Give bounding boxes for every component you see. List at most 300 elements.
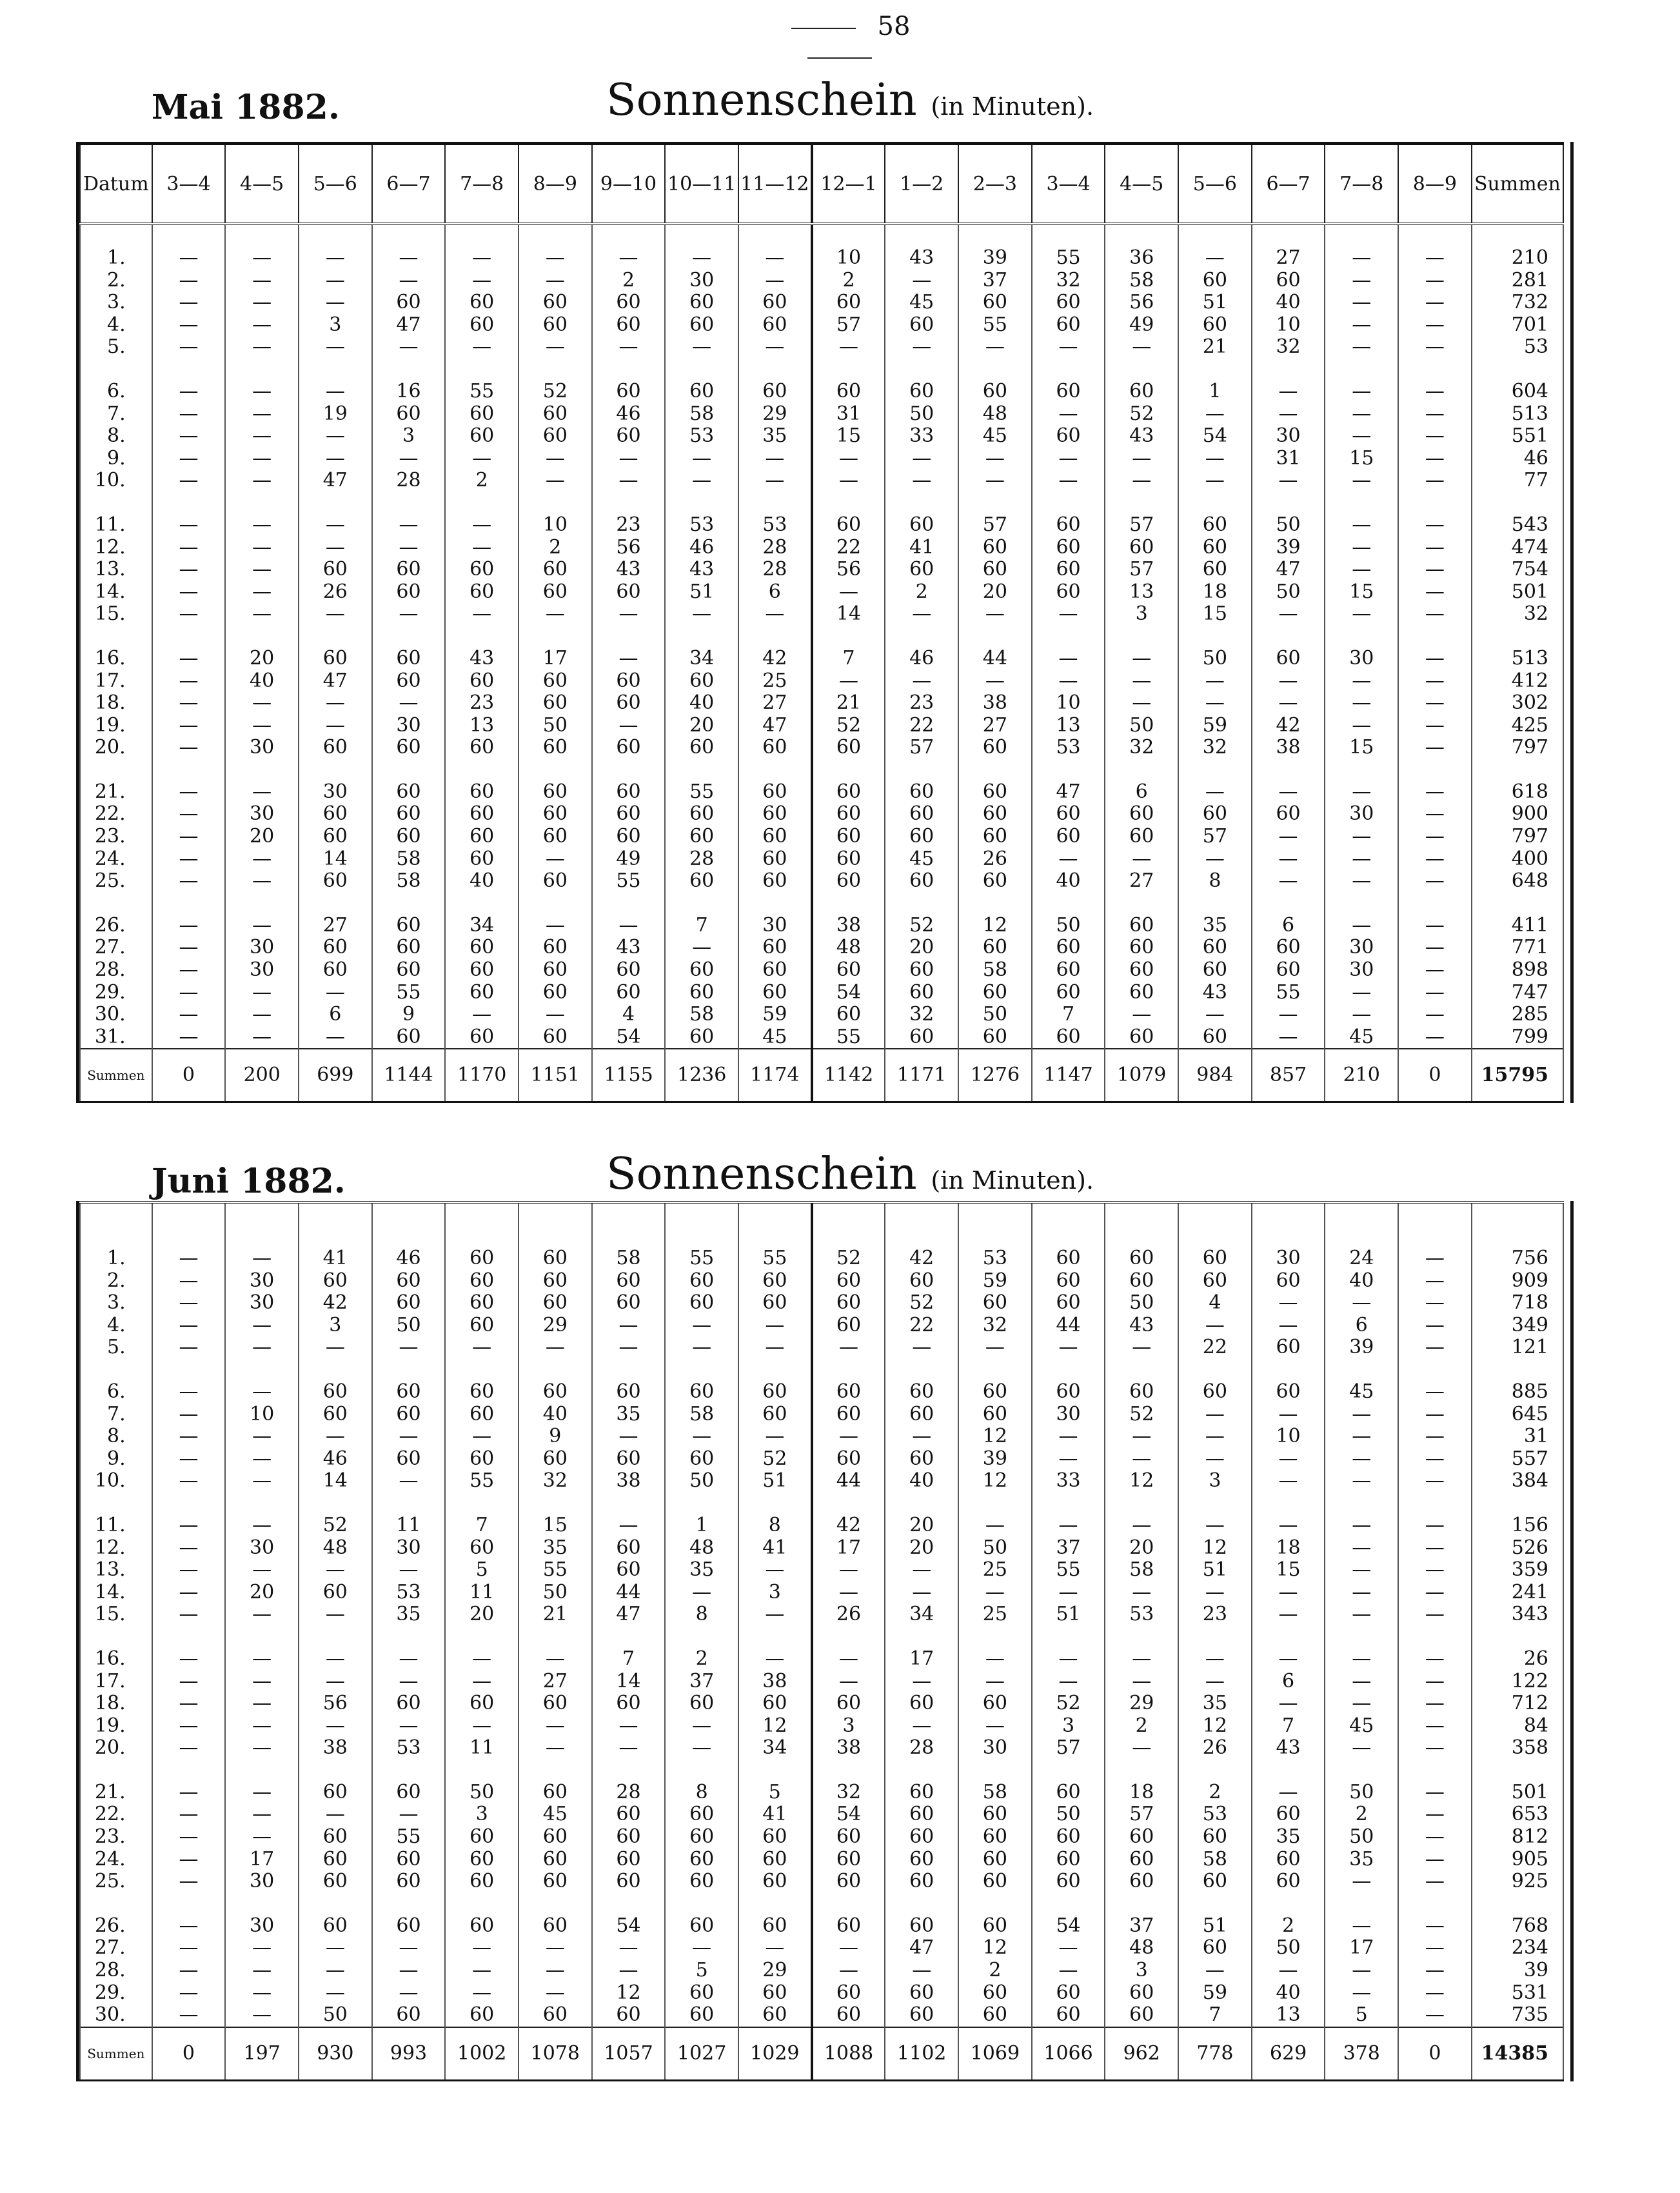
table-cell: —	[152, 1803, 226, 1826]
table-cell: —	[225, 1715, 299, 1738]
table-cell	[885, 1893, 958, 1915]
table-cell: —	[592, 336, 666, 359]
table-cell: —	[1032, 1671, 1105, 1693]
table-cell: 8	[665, 1781, 738, 1804]
table-cell: —	[225, 692, 299, 715]
table-cell	[225, 893, 299, 915]
table-cell	[738, 893, 812, 915]
table-cell: 60	[958, 1849, 1032, 1871]
table-cell: 40	[1325, 1270, 1398, 1293]
table-cell: 60	[519, 1270, 592, 1293]
table-cell: —	[1252, 1781, 1325, 1804]
table-cell: 60	[812, 1270, 885, 1293]
table-cell: 43	[1105, 1315, 1178, 1337]
table-cell: 60	[445, 670, 519, 693]
column-header: 4—5	[1105, 144, 1178, 224]
table-cell: 60	[1252, 937, 1325, 959]
table-cell: 50	[1105, 715, 1178, 737]
month-label: Juni 1882.	[152, 1162, 346, 1201]
juni-table-frame	[76, 1201, 1574, 2081]
table-cell: 14	[592, 1671, 666, 1693]
date-cell: 14.	[80, 1582, 152, 1604]
table-cell: 53	[1105, 1603, 1178, 1626]
table-cell: —	[1178, 1004, 1252, 1026]
table-cell	[1472, 759, 1563, 781]
table-cell: 28	[885, 1737, 958, 1760]
table-cell: —	[152, 1692, 226, 1715]
table-cell: —	[1252, 1315, 1325, 1337]
table-cell: —	[958, 1715, 1032, 1738]
table-cell	[152, 1226, 226, 1247]
table-cell	[1252, 1359, 1325, 1381]
table-cell	[885, 224, 958, 247]
table-cell: 60	[592, 292, 666, 314]
table-row	[80, 1448, 1563, 1471]
table-cell: —	[812, 670, 885, 693]
table-cell: 33	[885, 425, 958, 448]
sum-cell: 768	[1472, 1915, 1563, 1938]
month-label: Mai 1882.	[152, 88, 340, 127]
sum-cell: 756	[1472, 1247, 1563, 1270]
table-cell: 60	[445, 1915, 519, 1938]
table-row	[80, 959, 1563, 982]
table-cell: —	[812, 1671, 885, 1693]
table-cell: 43	[592, 937, 666, 959]
table-cell: 44	[1032, 1315, 1105, 1337]
table-cell	[299, 1226, 372, 1247]
table-cell: 60	[738, 1982, 812, 2005]
table-cell: 60	[592, 314, 666, 337]
table-cell	[519, 359, 592, 381]
table-cell: —	[1252, 1603, 1325, 1626]
table-cell: 21	[519, 1603, 592, 1626]
table-cell: 60	[812, 870, 885, 893]
total-cell: 1171	[885, 1049, 958, 1102]
table-cell: 54	[812, 1803, 885, 1826]
table-cell	[738, 1493, 812, 1514]
table-cell: 44	[958, 648, 1032, 670]
table-cell: 27	[1252, 247, 1325, 270]
table-cell: —	[1325, 982, 1398, 1004]
table-cell: —	[225, 870, 299, 893]
table-cell	[1032, 1493, 1105, 1514]
table-cell: 60	[958, 292, 1032, 314]
table-cell	[812, 1626, 885, 1648]
table-cell	[152, 1493, 226, 1514]
table-cell: —	[225, 1448, 299, 1471]
table-cell	[1032, 224, 1105, 247]
table-cell: 26	[1178, 1737, 1252, 1760]
sum-cell: 551	[1472, 425, 1563, 448]
table-cell	[299, 492, 372, 514]
table-cell: 60	[592, 425, 666, 448]
table-cell	[738, 759, 812, 781]
table-cell: 60	[445, 292, 519, 314]
table-cell: —	[812, 1960, 885, 1982]
table-cell: 60	[592, 982, 666, 1004]
table-cell: 28	[372, 470, 446, 492]
table-cell: 50	[1032, 915, 1105, 937]
table-cell: 47	[372, 314, 446, 337]
table-cell: 57	[812, 314, 885, 337]
table-cell: 9	[519, 1425, 592, 1448]
table-cell: —	[1105, 1671, 1178, 1693]
table-cell: 2	[1252, 1915, 1325, 1938]
table-cell: 60	[1178, 1937, 1252, 1960]
table-cell	[519, 1626, 592, 1648]
sum-cell: 513	[1472, 648, 1563, 670]
table-cell: 60	[372, 1448, 446, 1471]
table-cell: 60	[372, 781, 446, 804]
table-cell: 50	[519, 1582, 592, 1604]
table-cell: —	[738, 1603, 812, 1626]
table-cell	[885, 759, 958, 781]
table-cell: 60	[885, 1849, 958, 1871]
table-cell: —	[152, 1849, 226, 1871]
table-cell: 50	[1325, 1781, 1398, 1804]
juni-header	[77, 1138, 1561, 1209]
sum-cell: 797	[1472, 826, 1563, 848]
table-cell: 52	[519, 381, 592, 403]
table-cell: —	[372, 514, 446, 537]
table-cell: 2	[885, 581, 958, 604]
table-cell: —	[1398, 448, 1472, 470]
table-row	[80, 1336, 1563, 1359]
table-cell: —	[225, 1803, 299, 1826]
sum-cell: 400	[1472, 848, 1563, 871]
table-cell: 60	[958, 1026, 1032, 1049]
table-cell	[519, 893, 592, 915]
table-cell: 55	[592, 870, 666, 893]
table-cell	[1472, 224, 1563, 247]
table-cell	[1325, 224, 1398, 247]
sum-cell: 701	[1472, 314, 1563, 337]
table-cell: 60	[665, 1692, 738, 1715]
table-cell	[372, 492, 446, 514]
table-cell	[812, 359, 885, 381]
table-cell: —	[1325, 603, 1398, 626]
table-cell: 29	[1105, 1692, 1178, 1715]
table-cell	[1178, 359, 1252, 381]
table-row	[80, 1470, 1563, 1493]
table-cell: —	[1398, 1648, 1472, 1671]
table-cell: —	[812, 1425, 885, 1448]
table-cell: 60	[1105, 959, 1178, 982]
group-spacer	[80, 1359, 1563, 1381]
table-cell: —	[1105, 336, 1178, 359]
table-cell: 55	[372, 982, 446, 1004]
table-row	[80, 270, 1563, 292]
table-cell: 60	[1032, 292, 1105, 314]
table-cell: 45	[885, 292, 958, 314]
table-cell: —	[1325, 826, 1398, 848]
table-cell: 2	[665, 1648, 738, 1671]
table-cell: 60	[738, 1692, 812, 1715]
table-cell: 58	[665, 1004, 738, 1026]
table-cell: —	[152, 1826, 226, 1849]
table-cell: 60	[1032, 1270, 1105, 1293]
table-cell: 60	[592, 737, 666, 759]
table-cell	[665, 1626, 738, 1648]
table-cell: —	[592, 1715, 666, 1738]
table-cell: 60	[738, 848, 812, 871]
table-cell	[225, 1493, 299, 1514]
table-cell: —	[812, 581, 885, 604]
table-cell: 60	[1252, 270, 1325, 292]
table-cell: 31	[1252, 448, 1325, 470]
table-cell	[665, 1226, 738, 1247]
table-cell: 60	[665, 1915, 738, 1938]
table-cell: 20	[885, 1514, 958, 1537]
table-cell: 60	[738, 1915, 812, 1938]
sum-cell: 799	[1472, 1026, 1563, 1049]
table-cell	[958, 1493, 1032, 1514]
table-cell	[299, 1493, 372, 1514]
date-cell: 29.	[80, 1982, 152, 2005]
table-cell	[1178, 1493, 1252, 1514]
table-cell	[445, 1359, 519, 1381]
table-cell: 60	[885, 514, 958, 537]
table-cell: 50	[372, 1315, 446, 1337]
table-cell: 60	[885, 1870, 958, 1893]
table-cell: —	[152, 448, 226, 470]
table-cell: 35	[1252, 1826, 1325, 1849]
table-cell: —	[1178, 781, 1252, 804]
table-cell	[665, 626, 738, 648]
column-header: 3—4	[1032, 144, 1105, 224]
table-cell: —	[152, 247, 226, 270]
table-cell	[1472, 1493, 1563, 1514]
table-cell: 7	[1252, 1715, 1325, 1738]
table-cell	[885, 1202, 958, 1226]
table-cell	[1105, 1359, 1178, 1381]
table-cell: 60	[738, 1270, 812, 1293]
table-cell	[1105, 492, 1178, 514]
table-cell: 38	[812, 915, 885, 937]
table-cell: —	[1032, 648, 1105, 670]
table-cell: —	[225, 514, 299, 537]
table-cell: 60	[445, 314, 519, 337]
table-row	[80, 403, 1563, 426]
table-cell: 60	[958, 1692, 1032, 1715]
table-cell: —	[372, 1425, 446, 1448]
table-cell: 15	[1325, 737, 1398, 759]
table-cell: 20	[885, 1537, 958, 1560]
table-cell: 19	[299, 403, 372, 426]
table-cell: 40	[445, 870, 519, 893]
table-cell: 5	[665, 1960, 738, 1982]
table-cell	[225, 1626, 299, 1648]
table-cell: —	[152, 1648, 226, 1671]
table-cell: 50	[1032, 1803, 1105, 1826]
table-cell: 60	[445, 781, 519, 804]
table-cell: 60	[592, 2004, 666, 2027]
table-cell: —	[299, 982, 372, 1004]
table-cell: —	[1398, 1537, 1472, 1560]
table-cell: 32	[958, 1315, 1032, 1337]
table-cell: 60	[519, 959, 592, 982]
table-cell: 60	[445, 2004, 519, 2027]
table-cell: 60	[372, 581, 446, 604]
table-cell: 60	[519, 403, 592, 426]
table-cell: 60	[1032, 381, 1105, 403]
column-header: 10—11	[665, 144, 738, 224]
table-cell: —	[665, 1937, 738, 1960]
table-cell	[738, 1202, 812, 1226]
table-cell: —	[152, 1582, 226, 1604]
column-header: 8—9	[519, 144, 592, 224]
table-cell: 12	[738, 1715, 812, 1738]
sum-cell: 474	[1472, 537, 1563, 559]
table-row	[80, 336, 1563, 359]
table-cell: —	[299, 448, 372, 470]
table-cell: —	[225, 1004, 299, 1026]
date-cell: 11.	[80, 514, 152, 537]
group-spacer	[80, 1493, 1563, 1514]
table-cell	[1472, 1760, 1563, 1781]
table-cell: 38	[592, 1470, 666, 1493]
table-cell	[812, 893, 885, 915]
sum-cell: 885	[1472, 1381, 1563, 1404]
sum-cell: 797	[1472, 737, 1563, 759]
table-row	[80, 803, 1563, 826]
table-cell: —	[445, 1715, 519, 1738]
table-cell	[372, 1626, 446, 1648]
table-cell	[445, 359, 519, 381]
table-cell: —	[1398, 537, 1472, 559]
table-cell	[812, 759, 885, 781]
sum-cell: 531	[1472, 1982, 1563, 2005]
table-cell: —	[885, 603, 958, 626]
table-cell: —	[1325, 514, 1398, 537]
total-cell: 210	[1325, 1049, 1398, 1102]
table-cell: 48	[299, 1537, 372, 1560]
table-row	[80, 1671, 1563, 1693]
table-cell: 60	[592, 1870, 666, 1893]
table-cell: 52	[299, 1514, 372, 1537]
table-cell: 30	[299, 781, 372, 804]
table-cell: 30	[958, 1737, 1032, 1760]
table-cell: 29	[738, 1960, 812, 1982]
table-cell: 60	[885, 1826, 958, 1849]
table-cell: —	[152, 559, 226, 581]
date-cell: 15.	[80, 603, 152, 626]
table-cell: —	[1398, 1026, 1472, 1049]
table-cell: 50	[958, 1537, 1032, 1560]
table-cell	[885, 1493, 958, 1514]
table-cell: —	[958, 1514, 1032, 1537]
table-cell: —	[372, 1336, 446, 1359]
table-cell: —	[445, 537, 519, 559]
table-cell: —	[1105, 1648, 1178, 1671]
table-row	[80, 1982, 1563, 2005]
table-row	[80, 1603, 1563, 1626]
table-cell: —	[1178, 1582, 1252, 1604]
table-cell: —	[299, 514, 372, 537]
table-cell: 37	[958, 270, 1032, 292]
table-cell: 56	[1105, 292, 1178, 314]
table-cell: —	[152, 537, 226, 559]
table-cell: 60	[885, 1692, 958, 1715]
table-cell: —	[1398, 1671, 1472, 1693]
table-cell	[80, 1493, 152, 1514]
table-cell: 58	[1105, 270, 1178, 292]
table-cell	[445, 224, 519, 247]
column-header: 8—9	[1398, 144, 1472, 224]
table-cell: —	[152, 1870, 226, 1893]
table-cell	[152, 1626, 226, 1648]
table-cell: 60	[445, 581, 519, 604]
table-cell: 13	[1032, 715, 1105, 737]
date-cell: 12.	[80, 537, 152, 559]
table-cell: 4	[592, 1004, 666, 1026]
table-cell: —	[1398, 1004, 1472, 1026]
table-cell: 60	[372, 1404, 446, 1426]
juni-sunshine-table	[79, 1201, 1564, 2081]
table-cell: —	[225, 425, 299, 448]
sum-cell: 84	[1472, 1715, 1563, 1738]
table-cell: 60	[1105, 937, 1178, 959]
table-cell: 1	[1178, 381, 1252, 403]
table-cell: 30	[225, 803, 299, 826]
table-cell: 60	[592, 692, 666, 715]
table-cell: —	[225, 1648, 299, 1671]
table-cell: —	[1105, 648, 1178, 670]
table-cell: 28	[665, 848, 738, 871]
table-cell	[1398, 1359, 1472, 1381]
table-cell: 60	[665, 1448, 738, 1471]
table-cell	[445, 626, 519, 648]
table-cell: 60	[299, 959, 372, 982]
table-cell: 51	[738, 1470, 812, 1493]
table-cell	[445, 1626, 519, 1648]
table-cell: —	[1325, 1537, 1398, 1560]
table-cell: 60	[738, 781, 812, 804]
table-row	[80, 1582, 1563, 1604]
table-cell	[225, 224, 299, 247]
table-cell: —	[665, 1315, 738, 1337]
table-cell: —	[372, 603, 446, 626]
table-cell: 58	[1105, 1559, 1178, 1582]
table-cell	[1105, 1893, 1178, 1915]
table-cell: 60	[738, 314, 812, 337]
table-cell	[225, 359, 299, 381]
table-cell: —	[299, 336, 372, 359]
table-cell: 50	[958, 1004, 1032, 1026]
date-cell: 16.	[80, 1648, 152, 1671]
table-cell: 60	[1252, 648, 1325, 670]
table-cell	[519, 759, 592, 781]
table-cell	[152, 1202, 226, 1226]
table-cell: 60	[812, 781, 885, 804]
table-cell: —	[372, 1803, 446, 1826]
table-cell: 11	[445, 1582, 519, 1604]
total-cell: 1102	[885, 2027, 958, 2081]
table-cell: 2	[519, 537, 592, 559]
table-cell: —	[152, 1982, 226, 2005]
table-cell: —	[958, 1671, 1032, 1693]
table-cell: —	[152, 1315, 226, 1337]
table-cell: —	[812, 1582, 885, 1604]
sum-cell: 754	[1472, 559, 1563, 581]
table-cell: —	[885, 470, 958, 492]
table-cell: 27	[519, 1671, 592, 1693]
table-cell	[1472, 1626, 1563, 1648]
table-cell: 60	[1105, 915, 1178, 937]
table-cell: 47	[1252, 559, 1325, 581]
table-cell: —	[592, 1425, 666, 1448]
table-cell: 60	[1032, 803, 1105, 826]
